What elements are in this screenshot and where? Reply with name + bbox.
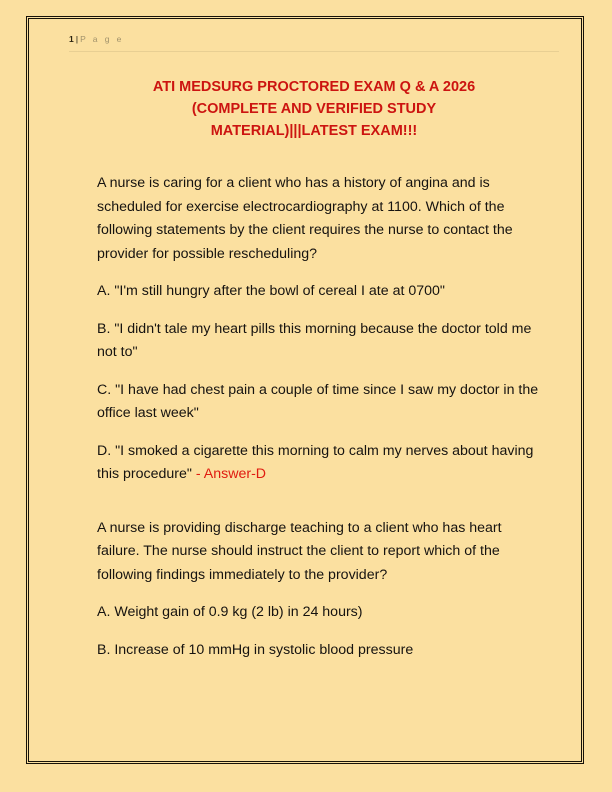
question-stem: A nurse is caring for a client who has a history of angina and is scheduled for exercise electrocardiography at 1100. Which of the following statements by the client requires the nurse to contact the provider for possible rescheduling? [97,175,513,262]
page-number: 1 [69,34,74,44]
answer-key-tag: - Answer-D [191,466,267,482]
page-header-label: P a g e [80,34,124,44]
page-frame [26,16,584,764]
question-stem: A nurse is providing discharge teaching to a client who has heart failure. The nurse should instruct the client to report which of the following findings immediately to the provider? [97,519,502,583]
answer-choice-text: A. Weight gain of 0.9 kg (2 lb) in 24 hours) [97,604,363,620]
document-title-line-2: (COMPLETE AND VERIFIED STUDY [191,101,437,117]
page-inner [29,19,581,761]
answer-choice [97,280,543,304]
answer-choice [97,639,543,663]
header-divider [69,51,559,52]
answer-choice [97,440,543,487]
answer-choice [97,601,543,625]
question-block-2 [97,517,543,663]
document-title-line-1: ATI MEDSURG PROCTORED EXAM Q & A 2026 [152,79,476,95]
document-body [69,172,559,662]
answer-choice-text: B. "I didn't tale my heart pills this morning because the doctor told me not to" [97,320,532,360]
question-block-1 [97,172,543,487]
answer-choice-text: D. "I smoked a cigarette this morning to calm my nerves about having this procedure" [97,442,534,482]
answer-choice [97,318,543,365]
page-header-separator: | [75,34,79,44]
answer-choice [97,379,543,426]
answer-choice-text: B. Increase of 10 mmHg in systolic blood pressure [97,641,414,658]
document-title [69,76,559,142]
question-block-spacer [97,487,543,517]
answer-choice-text: A. "I'm still hungry after the bowl of cereal I ate at 0700" [97,283,445,299]
answer-choice-text: C. "I have had chest pain a couple of time since I saw my doctor in the office last week" [97,381,539,421]
document-title-line-3: MATERIAL)|||LATEST EXAM!!! [210,123,418,139]
running-page-header [69,33,559,49]
